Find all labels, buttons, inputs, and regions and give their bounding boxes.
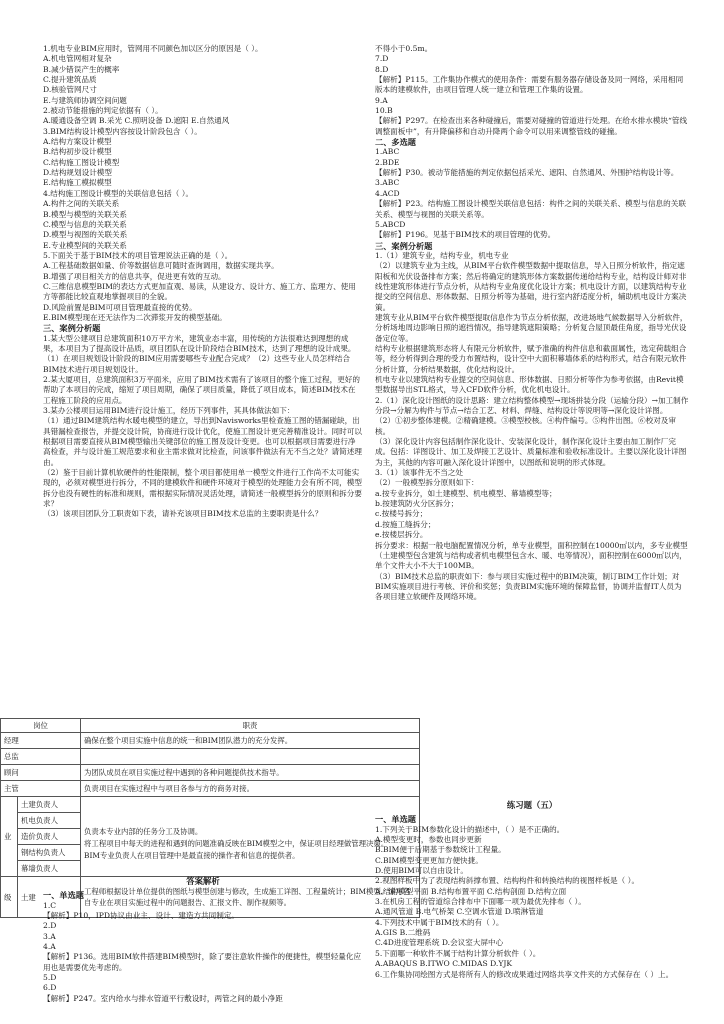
- section-heading: 一、单选题: [43, 890, 84, 901]
- text-line: a.按专业拆分，如土建模型、机电模型、幕墙模型等；: [375, 488, 557, 498]
- text-line: 3.（1）该事件无不当之处: [375, 468, 464, 478]
- text-line: D.使用BIM可以自由设计。: [375, 866, 468, 876]
- sub-role-cell: 机电负责人: [18, 813, 81, 829]
- text-line: 1.ABC: [375, 147, 400, 157]
- case-paragraph: 2.某大厦项目，总建筑面积3万平面米，应用了BIM技术需有了该项目的整个施工过程，更好的帮助了本项目的完成，缩短了项目周期，确保了项目质量，降低了项目成本，简述BIM技术在工程施工阶段的应用点。: [43, 375, 360, 405]
- text-line: C.三维信息模型BIM的表达方式更加直观、易读，从建设方、设计方、施工方、监理方、使用方等都能比较直观地掌握项目的全貌。: [43, 281, 356, 302]
- text-line: 4.A: [43, 942, 56, 952]
- duty-cell: 为团队成员在项目实施过程中遇到的各种问题提供技术指导。: [81, 765, 420, 781]
- text-line: （2）一般模型拆分原则如下：: [375, 478, 479, 488]
- text-line: （3）深化设计内容包括制作深化设计、安装深化设计，制作深化设计主要由加工制作厂完成。包括：详图设计、加工及焊接工艺设计、质量标准和验收标准设计。主要以深化设计详图为主，其他的内容可融入深化设计详图中，以图纸和说明的形式体现。: [375, 437, 687, 467]
- text-line: 4.ACD: [375, 188, 400, 198]
- text-line: B.模型与模型的关联关系: [43, 209, 127, 219]
- text-line: 【解析】P297。在检查出来各种碰撞后，需要对碰撞的管道进行处理。在给水排水模块“管线调整面板中”，有升降偏移和自动升降两个命令可以用来调整管线的碰撞。: [375, 116, 688, 136]
- table-row: [1, 781, 420, 797]
- text-line: 2.被动节能措施的判定依据有（ ）。: [43, 106, 163, 116]
- sub-role-cell: 幕墙负责人: [18, 861, 81, 877]
- text-line: C.提升建筑品质: [43, 75, 97, 85]
- questions-list: [43, 44, 363, 323]
- table-header-cell: 职责: [81, 719, 420, 733]
- right-column: [375, 44, 689, 603]
- text-line: D.风险前置是BIM可项目管理最直接的优势。: [43, 302, 197, 312]
- text-line: 【解析】P247。室内给水与排水管道平行敷设时，两管之间的最小净距: [43, 993, 283, 1003]
- text-line: （3）BIM技术总监的职责如下：参与项目实施过程中的BIM决策，制订BIM工作计划；对BIM实施项目进行考核、评价和奖惩；负责BIM实施环境的保障监督，协调并监督IT人员为各项目建立软硬件及网络环境。: [375, 571, 682, 602]
- text-line: 2.视图样板中为了表现结构斜撑布置、结构构件和转换结构的视图样板是（ ）。: [375, 876, 640, 886]
- text-line: 1.机电专业BIM应用时，管网用不同颜色加以区分的原因是（ ）。: [43, 44, 263, 53]
- text-line: 5.下面关于基于BIM技术的项目管理说法正确的是（ ）。: [43, 250, 233, 260]
- text-line: C.模型与信息的关联关系: [43, 219, 127, 229]
- sub-role-cell: 造价负责人: [18, 829, 81, 845]
- text-line: A.通风管道 B.电气桥架 C.空调水管道 D.喷淋管道: [375, 907, 544, 917]
- text-line: 【解析】P196。见基于BIM技术的项目管理的优势。: [375, 230, 556, 240]
- text-line: C.BIM模型变更更加方便快捷。: [375, 855, 483, 865]
- table-header-cell: 岗位: [1, 719, 81, 733]
- text-line: 不得小于0.5m。: [375, 44, 433, 53]
- text-line: 7.D: [375, 54, 389, 64]
- duty-cell: [81, 797, 420, 877]
- text-line: E.BIM模型现在还无法作为二次滞浆开发的模型基础。: [43, 312, 227, 322]
- role-cell: 业: [1, 797, 18, 877]
- text-line: C.结构施工图设计模型: [43, 157, 120, 167]
- text-line: 【解析】P115。工作集协作模式的使用条件：需要有服务器存储设备及同一网络，采用相同版本的建模软件，由项目管理人统一建立和管理工作集的设置。: [375, 75, 684, 95]
- role-cell: 主管: [1, 781, 81, 797]
- case-paragraph: 1.某大型公建项目总建筑面积10万平方米，建筑业态丰富，用传统的方法很难达到理想的成果，本项目为了提高设计品质，项目团队在设计阶段结合BIM技术，达到了理想的设计成果。（1）在项目规划设计阶段的BIM应用需要哪些专业配合完成？（2）这些专业人员怎样结合BIM技术进行项目规划设计。: [43, 333, 356, 374]
- role-cell: 经理: [1, 733, 81, 749]
- text-line: A.结构方案设计模型: [43, 137, 112, 147]
- text-line: 2.D: [43, 921, 57, 931]
- text-line: 机电专业以建筑结构专业提交的空间信息、形体数据、日照分析等作为参考依据，由Revit模型数据导出STL格式，导入CFD软件分析，优化机电设计。: [375, 375, 684, 395]
- text-line: 拆分要求：根据一般电脑配置情况分析，单专业模型，面积控制在10000㎡以内，多专业模型（土建模型包含建筑与结构或者机电模型包含水、暖、电等情况），面积控制在6000㎡以内，单个文件大小不大于100MB。: [375, 540, 688, 571]
- section-heading: 三、案例分析题: [375, 240, 433, 251]
- duty-line: BIM专业负责人在项目管理中是最直接的操作者和信息的提供者。: [84, 850, 300, 860]
- sub-role-cell: 土建: [18, 877, 81, 918]
- text-line: 6.工作集协同绘图方式是将所有人的修改成果通过网络共享文件夹的方式保存在（ ）上。: [375, 969, 674, 979]
- text-line: B.增强了项目相关方的信息共享，促进更有效的互动。: [43, 271, 226, 281]
- sub-role-cell: 土建负责人: [18, 797, 81, 813]
- text-line: 建筑专业从BIM平台软件模型提取信息作为节点分析依据，改进场地气候数据导入分析软件，分析场地周边影响日照的遮挡情况，指导建筑遮阳策略；分析复合屋顶最佳角度，指导光伏设备定位等。: [375, 312, 688, 343]
- section-heading: 三、案例分析题: [43, 323, 101, 334]
- text-line: A.模型变更时，参数也同步更新: [375, 835, 482, 845]
- text-line: （2）以建筑专业为主线，从BIM平台软件模型数据中提取信息，导入日照分析软件，指定遮阳板和光伏设备排布方案；然后将确定的建筑形体方案数据传递给结构专业，结构设计师对非线性建筑形体进行节点分析，从结构专业角度优化设计方案；机电设计方面，以建筑结构专业提交的空间信息、形体数据、日照分析等为基础，进行室内舒适度分析，辅助机电设计方案决策。: [375, 261, 687, 312]
- table-row: [1, 797, 420, 813]
- text-line: B.减少错误产生的概率: [43, 64, 120, 74]
- text-line: 【解析】P30。被动节能措施的判定依据包括采光、遮阳、自然通风、外围护结构设计等。: [375, 168, 679, 178]
- duty-line: 负责本专业内部的任务分工及协调。: [84, 826, 203, 836]
- text-line: 3.在机房工程的管道综合排布中下面哪一项为最优先排布（ ）。: [375, 897, 586, 907]
- text-line: b.按建筑防火分区拆分；: [375, 499, 459, 509]
- text-line: c.按楼号拆分；: [375, 509, 428, 519]
- sub-role-cell: 钢结构负责人: [18, 845, 81, 861]
- text-line: 1.（1）建筑专业，结构专业，机电专业: [375, 250, 509, 260]
- answer-title: 答案解析: [186, 876, 220, 886]
- case-paragraph: （3）该项目团队分工职责如下表，请补充该项目BIM技术总监的主要职责是什么？: [43, 509, 323, 519]
- section-heading: 一、单选题: [375, 814, 416, 825]
- text-line: e.按楼层拆分。: [375, 530, 428, 540]
- text-line: E.专业模型间的关联关系: [43, 240, 127, 250]
- case-paragraph: （1）通过BIM建筑结构水暖电模型的建立，导出到Navisworks里检查施工图的错漏碰缺，出具错漏检查报告，并提交设计院，协商进行设计优化，使施工图设计更完善精准设计。同时可以根据项目需要直接从BIM模型输出关键部位的施工图及设计变更。也可以根据项目需要进行净高检查，并与设计施工规范要求和业主需求做对比检查，问该事件做法有无不当之处？请简述理由。: [43, 416, 362, 467]
- role-cell: 总监: [1, 749, 81, 765]
- exercise-section: [375, 800, 689, 980]
- text-line: A.机电管网相对复杂: [43, 54, 112, 64]
- text-line: 2.（1）深化设计图纸的设计思路：建立结构整体模型→现场拼装分段（运输分段）→加工制作分段→分解为构件与节点→结合工艺、材料、焊缝、结构设计等说明等→深化设计详图。: [375, 395, 689, 416]
- case-list: [43, 334, 363, 520]
- text-line: 4.下列技术中属于BIM技术的有（ ）。: [375, 917, 504, 927]
- case-paragraph: （2）鉴于目前计算机软硬件的性能限制，整个项目都使用单一模型文件进行工作尚不太可能实现的，必须对模型进行拆分，不同的建模软件和硬件环境对于模型的处理能力会有所不同，模型拆分也没有硬性的标准和规则，需根据实际情况灵活处理，请简述一般模型拆分的原则和拆分要求？: [43, 468, 362, 509]
- duty-cell: [81, 749, 420, 765]
- text-line: C.4D进度管理系统 D.会议室大屏中心: [375, 938, 504, 948]
- text-line: 5.下面哪一种软件不属于结构计算分析软件（ ）。: [375, 948, 541, 958]
- table-row: [1, 765, 420, 781]
- answer-section: [43, 870, 363, 1004]
- text-line: D.核验管网尺寸: [43, 85, 97, 95]
- text-line: 9.A: [375, 95, 388, 105]
- text-line: 5.D: [43, 973, 57, 983]
- text-line: B.BIM便于后期基于参数统计工程量。: [375, 845, 506, 855]
- text-line: B.结构初步设计模型: [43, 147, 112, 157]
- duty-cell: 确保在整个项目实施中信息的统一和BIM团队潜力的充分发挥。: [81, 733, 420, 749]
- exercise-title: 练习题（五）: [506, 800, 558, 810]
- role-cell: 级: [1, 877, 18, 918]
- text-line: 5.ABCD: [375, 219, 406, 229]
- text-line: A.暖通设备空调 B.采光 C.照明设备 D.遮阳 E.自然通风: [43, 116, 230, 126]
- table-row: [1, 749, 420, 765]
- case-paragraph: 3.某办公楼项目运用BIM进行设计施工，经历下列事件，其具体做法如下：: [43, 406, 295, 416]
- text-line: （2）①初步整体建模。②精确建模。③模型校核。④构件编号。⑤构件出图。⑥校对及审核。: [375, 416, 676, 436]
- text-line: 3.BIM结构设计模型内容按设计阶段包含（ ）。: [43, 126, 202, 136]
- text-line: A.工程基础数据如量、价等数据信息可随时查询调用，数据实现共享。: [43, 261, 279, 271]
- text-line: 结构专业根据建筑形态将人有限元分析软件，赋予准确的构件信息和截面属性，选定荷载组合等，经分析得到合理的受力布置结构，设计空中大面积幕墙体系的结构形式，结合有限元软件分析计算，分析结果数据，优化结构设计。: [375, 343, 687, 374]
- role-cell: 顾问: [1, 765, 81, 781]
- text-line: 【解析】P10，IPD协议由业主、设计、建造方共同制定。: [43, 911, 240, 921]
- duty-line: 将工程项目中每天的进程和遇到的问题准确反映在BIM模型之中，保证项目经理做管理决策。: [84, 838, 389, 848]
- text-line: 【解析】P136。选用BIM软件搭建BIM模型时，除了要注意软件操作的便捷性，模型轻量化应用也是需要优先考虑的。: [43, 952, 362, 972]
- text-line: D.模型与视图的关联关系: [43, 230, 128, 240]
- text-line: 10.B: [375, 106, 393, 116]
- text-line: 2.BDE: [375, 157, 400, 167]
- text-line: 8.D: [375, 64, 389, 74]
- text-line: 【解析】P23。结构施工图设计模型关联信息包括：构件之间的关联关系、模型与信息的关联关系、模型与视图的关联关系等。: [375, 199, 686, 219]
- text-line: 3.ABC: [375, 178, 400, 188]
- text-line: 1.C: [43, 900, 57, 910]
- text-line: 1.下列关于BIM参数化设计的描述中，（ ）是不正确的。: [375, 824, 565, 834]
- text-line: 6.D: [43, 983, 57, 993]
- table-row: [1, 733, 420, 749]
- text-line: A.ABAQUS B.ITWO C.MIDAS D.YJK: [375, 959, 513, 969]
- text-line: 3.A: [43, 931, 56, 941]
- text-line: D.结构规划设计模型: [43, 168, 112, 178]
- text-line: 4.结构施工图设计模型的关联信息包括（ ）。: [43, 188, 194, 198]
- text-line: E.与建筑师协调空间问题: [43, 95, 127, 105]
- text-line: A.GIS B.二维码: [375, 928, 431, 938]
- text-line: d.按施工缝拆分；: [375, 519, 436, 529]
- text-line: E.结构施工模拟模型: [43, 178, 112, 188]
- duty-cell: 负责项目在实施过程中与项目各参与方的商务对接。: [81, 781, 420, 797]
- text-line: A.构件之间的关联关系: [43, 199, 120, 209]
- table-header-row: [1, 719, 420, 733]
- section-heading: 二、多选题: [375, 137, 416, 148]
- text-line: A.结构模型平面 B.结构布置平面 C.结构剖面 D.结构立面: [375, 886, 567, 896]
- duty-cell: 工程师根据设计单位提供的图纸与模型创建与修改，生成施工详图、工程量统计；BIM模型。编写各自专业在项目实施过程中的问题报告、汇报文件、制作视频等。: [81, 877, 420, 918]
- left-column: [43, 44, 363, 520]
